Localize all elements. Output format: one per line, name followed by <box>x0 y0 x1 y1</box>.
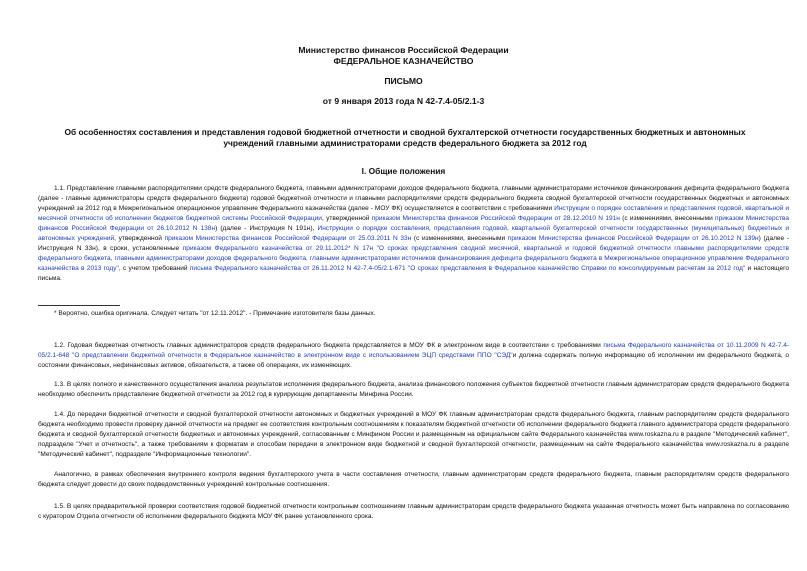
paragraph-1-3 <box>38 380 789 400</box>
p1-text-7: ) (далее - Инструкция N 33н), в сроки, установленные <box>38 235 789 253</box>
p4-text: 1.4. До передачи бюджетной отчетности и сводной бухгалтерской отчетности автономных и бюджетных учреждений в МОУ ФК главным администраторам средств федерального бюджета, главным распорядителям средств федерального бюджета необходимо провести проверку данной отчетности на предмет ее соответствия контрольным соотношениям к показателям бюджетной отчетности об исполнении федерального бюджета главного администратора средств федерального бюджета и сводной бухгалтерской отчетности бюджетных и автономных учреждений, согласованным с Минфином России и размещенным на официальном сайте Федерального казначейства www.roskazna.ru в разделе "Методический кабинет", подразделе "Учет и отчетность", а также требованиям к форматам и способам передачи в электронном виде бюджетной и сводной бухгалтерской отчетности, размещенным на сайте Федерального казначейства www.roskazna.ru в разделе "Методический кабинет", подразделе "Информационные технологии". <box>38 411 789 459</box>
p3-text: 1.3. В целях полного и качественного осуществления анализа результатов исполнения федерального бюджета, анализа финансового положения субъектов бюджетной отчетности главным администраторам средств федерального бюджета необходимо обеспечить представление бюджетной отчетности за 2012 год в курирующие департаменты Минфина России. <box>38 381 789 399</box>
footnote <box>38 309 789 319</box>
p6-text: 1.5. В целях предварительной проверки соответствия годовой бюджетной отчетности контрольным соотношениям главным администраторам средств федерального бюджета указанная отчетность может быть направлена по согласованию с куратором Отдела отчетности об исполнении федерального бюджета МОУ ФК ранее установленного срока. <box>38 503 789 521</box>
p5-text: Аналогично, в рамках обеспечения внутреннего контроля ведения бухгалтерского учета в части составления отчетности, главным администраторам средств федерального бюджета, главным распорядителям средств федерального бюджета следует довести до своих подведомственных учреждений контрольные соотношения. <box>38 471 789 489</box>
paragraph-1-4 <box>38 410 789 460</box>
document-title-line-2: учреждений главными администраторами средств федерального бюджета за 2012 год <box>223 138 587 148</box>
footnote-text: * Вероятно, ошибка оригинала. Следует читать "от 12.11.2012". - Примечание изготовителя базы данных. <box>54 310 376 317</box>
ministry-name: Министерство финансов Российской Федерации <box>298 45 509 55</box>
link-letter-648[interactable]: письма Федерального казначейства от 10.11.2009 N 42-7.4-05/2.1-648 "О представлении бюджетной отчетности в Федеральное казначейство в электронном виде с использованием ЭЦП средствами ППО "СЭД" <box>38 342 790 360</box>
document-type: ПИСЬМО <box>384 76 423 86</box>
link-order-138n[interactable]: приказом Министерства финансов Российской Федерации от 26.10.2012 N 138н <box>38 215 789 233</box>
document-date-number: от 9 января 2013 года N 42-7.4-05/2.1-3 <box>322 96 485 106</box>
section-heading: I. Общие положения <box>361 166 446 176</box>
paragraph-1-5 <box>38 502 789 522</box>
link-instruction-33n[interactable]: Инструкции о порядке составления, представления годовой, квартальной бухгалтерской отчетности государственных (муниципальных) бюджетных и автономных учреждений <box>38 225 790 243</box>
p1-text-6: (с изменениями, внесенными <box>411 235 506 243</box>
p1-text-4: ) (далее - Инструкция N 191н), <box>215 225 315 233</box>
footnote-divider <box>38 305 120 306</box>
link-order-191n[interactable]: приказом Министерства финансов Российской Федерации от 28.12.2010 N 191н <box>371 215 620 223</box>
link-order-33n[interactable]: приказом Министерства финансов Российской Федерации от 25.03.2011 N 33н <box>164 235 412 243</box>
paragraph-1-1 <box>38 184 789 284</box>
p1-text-1: 1.1. Представление главными распорядителями средств федерального бюджета, главными администраторами доходов федерального бюджета, главными администраторами источников финансирования дефицита федерального бюджета (далее - главные администраторы средств федерального бюджета) годовой бюджетной отчетности и главными распорядителями средств федерального бюджета сводной бухгалтерской отчетности государственных бюджетных и автономных учреждений за 2012 год в Межрегиональное операционное управление Федерального казначейства (далее - МОУ ФК) осуществляется в соответствии с требованиями <box>38 185 789 213</box>
p1-text-2: , утвержденной <box>321 215 370 223</box>
p1-text-3: (с изменениями, внесенными <box>619 215 713 223</box>
document-title-line-1: Об особенностях составления и представления годовой бюджетной отчетности и сводной бухгалтерской отчетности государственных бюджетных и автономных <box>64 127 746 137</box>
p1-text-8: , с учетом требований <box>118 265 188 273</box>
p1-text-5: , утвержденной <box>114 235 162 243</box>
p2-text-2: и должна содержать полную информацию об исполнении им федерального бюджета, о состоянии финансовых, нефинансовых активов, обязательств, а также об операциях, их изменяющих. <box>38 352 789 370</box>
agency-name: ФЕДЕРАЛЬНОЕ КАЗНАЧЕЙСТВО <box>333 56 474 66</box>
link-letter-671[interactable]: письма Федерального казначейства от 26.11.2012 N 42-7.4-05/2.1-671 "О сроках представления в Федеральное казначейство Справки по консолидируемым расчетам за 2012 год" <box>189 265 746 273</box>
link-order-139n[interactable]: приказом Министерства финансов Российской Федерации от 26.10.2012 N 139н <box>507 235 759 243</box>
p2-text-1: 1.2. Годовая бюджетная отчетность главных администраторов средств федерального бюджета представляется в МОУ ФК в электронном виде в соответствии с требованиями <box>54 342 601 349</box>
paragraph-analogous <box>38 470 789 490</box>
paragraph-1-2 <box>38 341 789 371</box>
p1-text-9: и настоящего письма. <box>38 265 789 283</box>
link-instruction-191n[interactable]: Инструкции о порядке составления и представления годовой, квартальной и месячной отчетности об исполнении бюджетов бюджетной системы Российской Федерации <box>38 205 789 223</box>
link-order-17n[interactable]: приказом Федерального казначейства от 29.11.2012* N 17н "О сроках представления сводной месячной, квартальной и годовой бюджетной отчетности главными распорядителями средств федерального бюджета, главными администраторами доходов федерального бюджета, главными администраторами источников финансирования дефицита федерального бюджета в Межрегиональное операционное управление Федерального казначейства в 2013 году" <box>38 245 789 273</box>
